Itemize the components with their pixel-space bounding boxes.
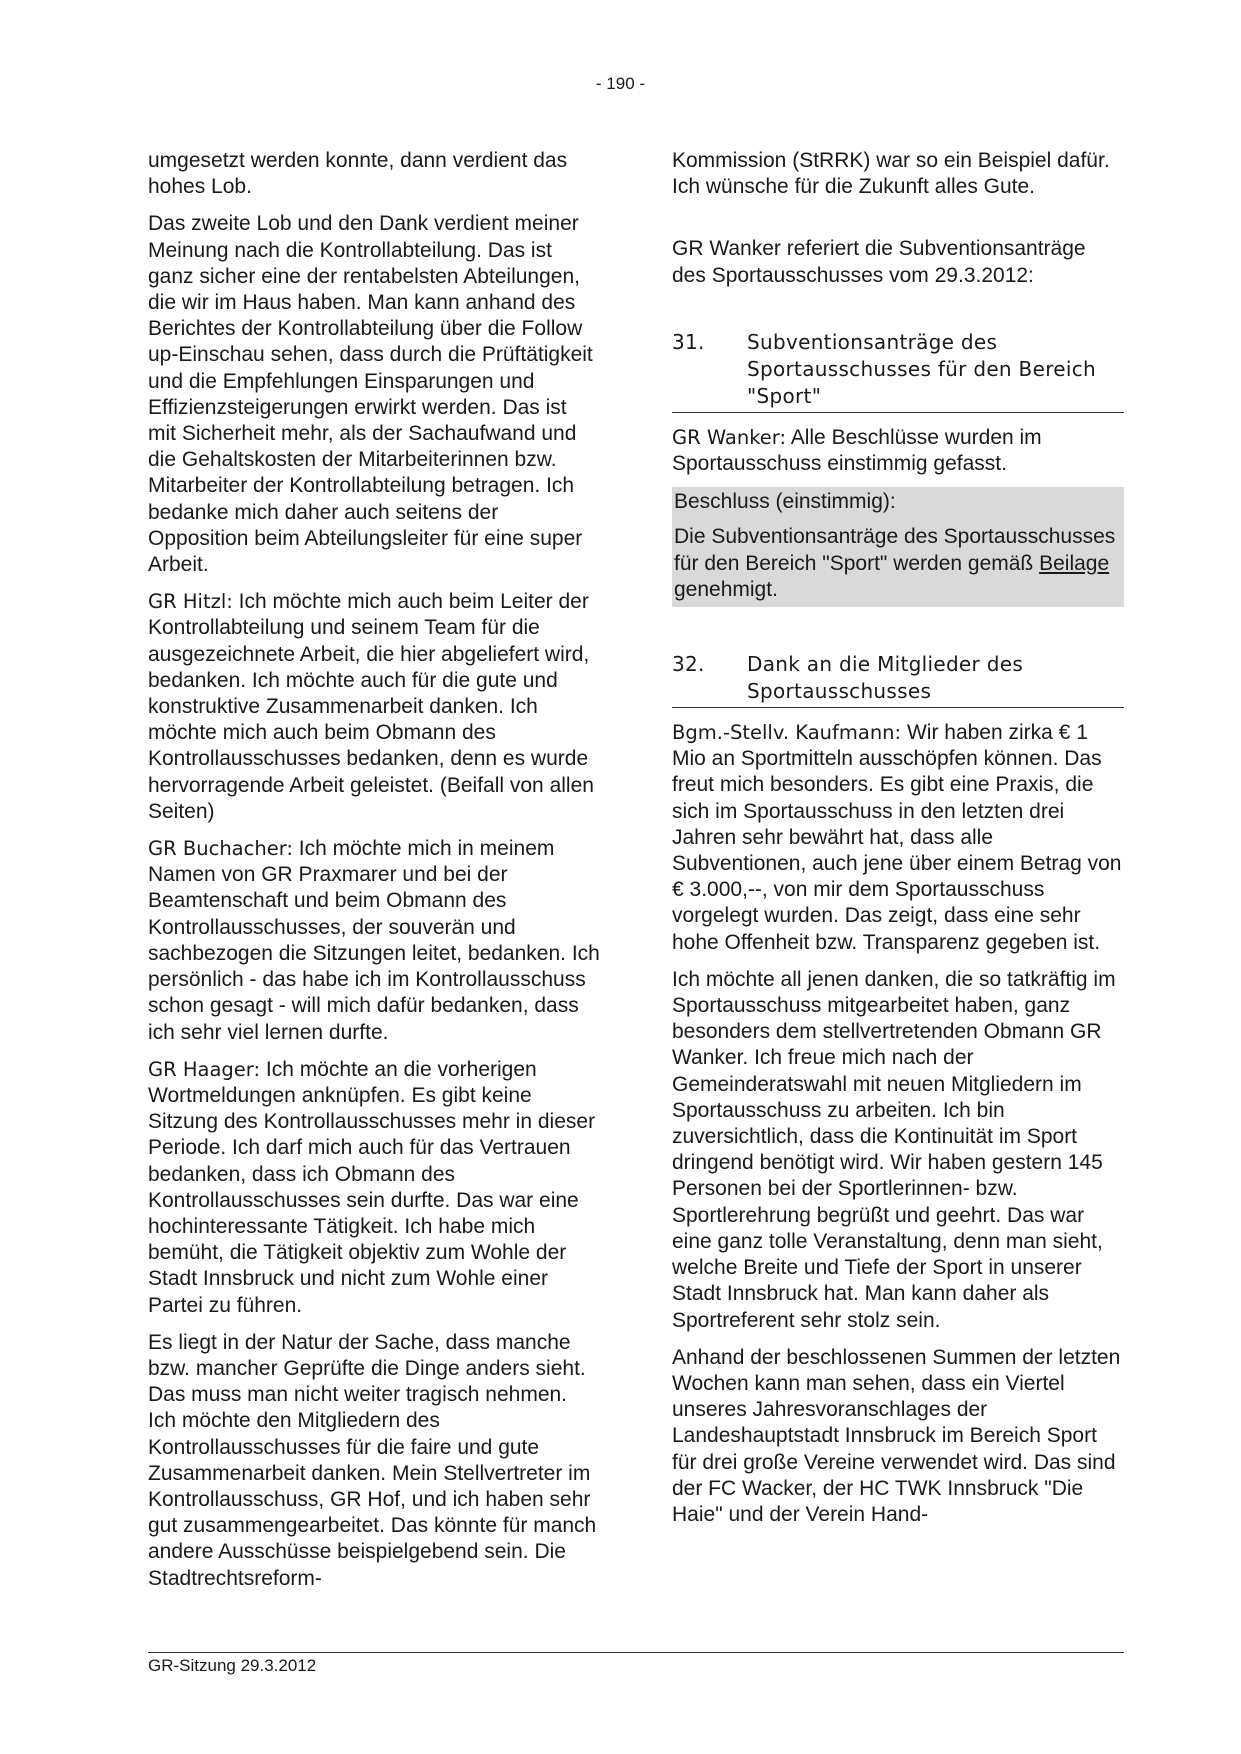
right-column <box>672 148 1124 1539</box>
footer-divider <box>148 1652 1124 1653</box>
speaker-name: Bgm.-Stellv. Kaufmann: <box>672 721 902 745</box>
paragraph: Ich möchte all jenen danken, die so tatkräftig im Sportausschuss mitgearbeitet haben, ganz besonders dem stellvertretenden Obmann GR Wanker. Ich freue mich nach der Gemeinderatswahl mit neuen Mitgliedern im Sportausschuss zu arbeiten. Ich bin zuversichtlich, dass die Kontinuität im Sport dringend benötigt wird. Wir haben gestern 145 Personen bei der Sportlerinnen- bzw. Sportlerehrung begrüßt und geehrt. Das war eine ganz tolle Veranstaltung, denn man sieht, welche Breite und Tiefe der Sport in unserer Stadt Innsbruck hat. Man kann daher als Sportreferent sehr stolz sein. <box>672 967 1116 1332</box>
paragraph-text: Ich möchte an die vorherigen Wortmeldungen anknüpfen. Es gibt keine Sitzung des Kontrollausschusses mehr in dieser Periode. Ich darf mich auch für das Vertrauen bedanken, dass ich Obmann des Kontrollausschusses sein durfte. Das war eine hochinteressante Tätigkeit. Ich habe mich bemüht, die Tätigkeit objektiv zum Wohle der Stadt Innsbruck und nicht zum Wohle einer Partei zu führen. <box>148 1057 596 1317</box>
agenda-item-32-heading <box>672 651 1124 708</box>
paragraph-text: Das zweite Lob und den Dank verdient meiner Meinung nach die Kontrollabteilung. Das ist ganz sicher eine der rentabelsten Abteilungen, die wir im Haus haben. Man kann anhand des Berichtes der Kontrollabteilung über die Follow up-Einschau sehen, dass durch die Prüftätigkeit und die Empfehlungen Einsparungen und Effizienzsteigerungen erwirkt werden. Das ist mit Sicherheit mehr, als der Sachaufwand und die Gehaltskosten der Mitarbeiterinnen bzw. Mitarbeiter der Kontrollabteilung betragen. Ich bedanke mich daher auch seitens der Opposition beim Abteilungsleiter für eine super Arbeit. <box>148 212 593 577</box>
paragraph-text: Ich möchte mich auch beim Leiter der Kontrollabteilung und seinem Team für die ausgezeichnete Arbeit, die hier abgeliefert wird, bedanken. Ich möchte auch für die gute und konstruktive Zusammenarbeit danken. Ich möchte mich auch beim Obmann des Kontrollausschusses bedanken, denn es wurde hervorragende Arbeit geleistet. (Beifall von allen Seiten) <box>148 590 594 823</box>
beilage-link[interactable]: Beilage <box>1039 551 1110 575</box>
agenda-item-number: 32. <box>672 652 705 677</box>
paragraph <box>148 211 600 578</box>
paragraph <box>148 1057 600 1319</box>
paragraph-text: umgesetzt werden konnte, dann verdient das hohes Lob. <box>148 149 568 199</box>
paragraph <box>148 1330 600 1592</box>
paragraph <box>148 589 600 825</box>
decision-text <box>674 524 1122 603</box>
agenda-item-31-heading <box>672 329 1124 413</box>
decision-text-part: genehmigt. <box>674 577 778 601</box>
decision-label: Beschluss (einstimmig): <box>674 490 896 514</box>
paragraph <box>672 720 1124 956</box>
paragraph: Anhand der beschlossenen Summen der letzten Wochen kann man sehen, dass ein Viertel unseres Jahresvoranschlages der Landeshauptstadt Innsbruck im Bereich Sport für drei große Vereine verwendet wird. Das sind der FC Wacker, der HC TWK Innsbruck "Die Haie" und der Verein Hand- <box>672 1345 1121 1526</box>
decision-box <box>672 487 1124 607</box>
paragraph <box>148 836 600 1046</box>
speaker-name: GR Wanker: <box>672 425 787 449</box>
speaker-name: GR Buchacher: <box>148 837 293 861</box>
speaker-name: GR Hitzl: <box>148 590 233 614</box>
page-number: - 190 - <box>595 74 646 93</box>
paragraph-text: Alle Beschlüsse wurden im Sportausschuss einstimmig gefasst. <box>672 425 1042 476</box>
footer-text: GR-Sitzung 29.3.2012 <box>148 1656 317 1675</box>
paragraph: Kommission (StRRK) war so ein Beispiel dafür. Ich wünsche für die Zukunft alles Gute. <box>672 149 1110 199</box>
agenda-item-title: Dank an die Mitglieder des Sportausschusses <box>747 652 1024 704</box>
agenda-item-number: 31. <box>672 329 705 354</box>
decision-text-part: Die Subventionsanträge des Sportausschusses für den Bereich "Sport" werden gemäß <box>674 525 1116 575</box>
paragraph-text: Es liegt in der Natur der Sache, dass manche bzw. mancher Geprüfte die Dinge anders sieht. Das muss man nicht weiter tragisch nehmen. Ich möchte den Mitgliedern des Kontrollausschusses für die faire und gute Zusammenarbeit danken. Mein Stellvertreter im Kontrollausschuss, GR Hof, und ich haben sehr gut zusammengearbeitet. Das könnte für manch andere Ausschüsse beispielgebend sein. Die Stadtrechtsreform- <box>148 1330 597 1590</box>
paragraph-text: Wir haben zirka € 1 Mio an Sportmitteln ausschöpfen können. Das freut mich besonders. Es gibt eine Praxis, die sich im Sportausschuss in den letzten drei Jahren sehr bewährt hat, dass alle Subventionen, auch jene über einem Betrag von € 3.000,--, von mir dem Sportausschuss vorgelegt wurden. Das zeigt, dass eine sehr hohe Offenheit bzw. Transparenz gegeben ist. <box>672 721 1122 954</box>
speaker-name: GR Haager: <box>148 1057 261 1081</box>
paragraph-text: Ich möchte mich in meinem Namen von GR Praxmarer und bei der Beamtenschaft und beim Obmann des Kontrollausschusses, der souverän und sachbezogen die Sitzungen leitet, bedanken. Ich persönlich - das habe ich im Kontrollausschuss schon gesagt - will mich dafür bedanken, dass ich sehr viel lernen durfte. <box>148 837 600 1044</box>
report-intro: GR Wanker referiert die Subventionsanträge des Sportausschusses vom 29.3.2012: <box>672 237 1086 287</box>
agenda-item-title: Subventionsanträge des Sportausschusses für den Bereich "Sport" <box>747 329 1097 408</box>
paragraph <box>148 148 600 200</box>
left-column <box>148 148 600 1603</box>
paragraph <box>672 425 1124 477</box>
